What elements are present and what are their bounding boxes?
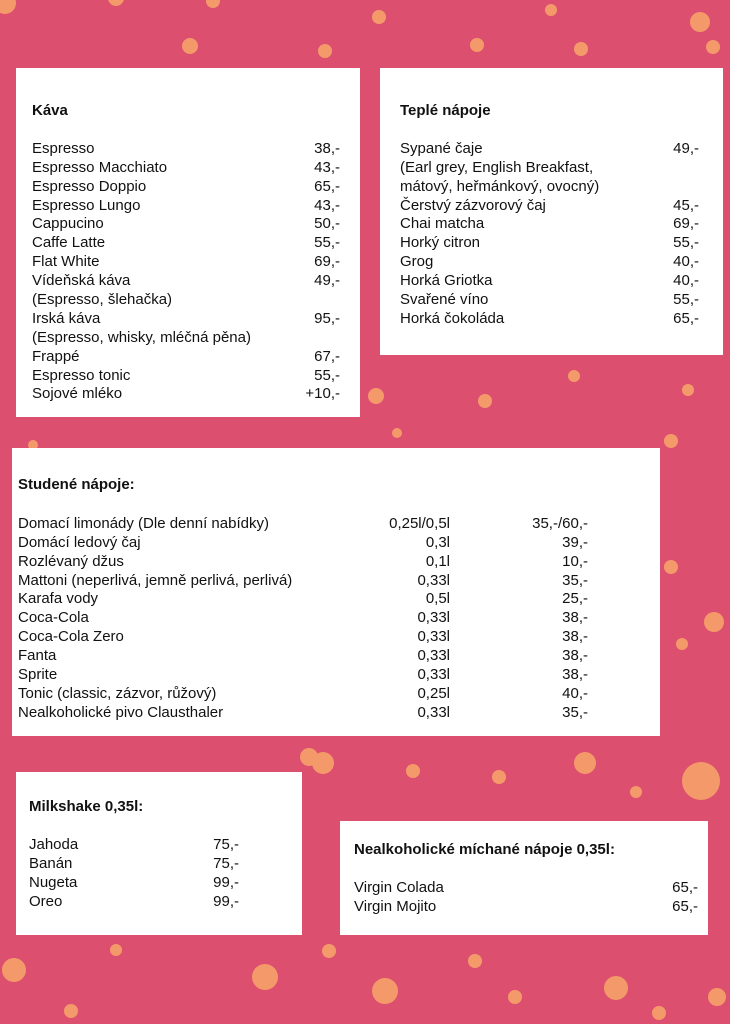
menu-item [18,628,660,647]
menu-item [32,215,360,234]
mocktail-item-list [354,879,708,917]
menu-item-name: Irská káva [32,309,101,327]
menu-item-name: Mattoni (neperlivá, jemně perlivá, perlivá) [18,571,293,589]
hot-drinks-section-title: Teplé nápoje [400,102,491,119]
menu-item [400,197,723,216]
menu-item-price: 75,- [213,854,239,872]
menu-item-price: 65,- [672,878,698,896]
menu-item-price: 38,- [562,609,588,627]
menu-item-price: 65,- [672,897,698,915]
menu-item-name: Espresso tonic [32,366,131,384]
menu-item-name: Sojové mléko [32,385,123,403]
menu-item-price: 69,- [314,253,340,271]
menu-item-price: 55,- [314,234,340,252]
menu-item-name: Sypané čaje [400,139,483,157]
menu-item-price: 38,- [314,139,340,157]
menu-item-name: Nealkoholické pivo Clausthaler [18,703,224,721]
menu-item-volume: 0,3l [425,533,450,551]
cold-drinks-menu-card [12,448,660,736]
menu-item-name: Čerstvý zázvorový čaj [400,196,546,214]
menu-item-price: 38,- [562,666,588,684]
menu-item-volume: 0,25l/0,5l [389,514,450,532]
menu-item [18,553,660,572]
coffee-section-title: Káva [32,102,68,119]
menu-item [400,253,723,272]
cold-drinks-section-title: Studené nápoje: [18,476,135,493]
menu-item-price: 67,- [314,347,340,365]
menu-item [32,253,360,272]
menu-item-note: (Espresso, šlehačka) [32,291,173,309]
menu-item-name: Espresso Lungo [32,196,141,214]
menu-item-price: 55,- [673,291,699,309]
menu-item-price: 95,- [314,309,340,327]
menu-item-price: 38,- [562,647,588,665]
menu-item-price: 25,- [562,590,588,608]
menu-item-price: 55,- [673,234,699,252]
menu-item-volume: 0,33l [417,571,450,589]
menu-item-price: 43,- [314,196,340,214]
milkshake-menu-card [16,772,302,935]
menu-item [32,367,360,386]
menu-item [32,234,360,253]
menu-item [32,159,360,178]
menu-item-name: Flat White [32,253,100,271]
menu-item [400,234,723,253]
menu-item [18,704,660,723]
menu-item-name: Fanta [18,647,57,665]
coffee-menu-card [16,68,360,417]
menu-item [32,272,360,291]
menu-item-price: +10,- [305,385,340,403]
menu-item-price: 49,- [314,272,340,290]
menu-item-volume: 0,1l [425,552,450,570]
menu-item-name: Rozlévaný džus [18,552,124,570]
menu-item-name: Sprite [18,666,58,684]
hot-drinks-menu-card [380,68,723,355]
menu-item-price: 38,- [562,628,588,646]
menu-item-volume: 0,33l [417,609,450,627]
menu-item-price: 43,- [314,158,340,176]
menu-item-name: Espresso [32,139,95,157]
menu-item-price: 35,-/60,- [532,514,588,532]
menu-item-name: Banán [29,854,73,872]
menu-item [18,647,660,666]
menu-item-note: (Espresso, whisky, mléčná pěna) [32,328,251,346]
menu-item-name: Coca-Cola Zero [18,628,124,646]
menu-item-price: 39,- [562,533,588,551]
menu-item-name: Caffe Latte [32,234,106,252]
menu-item-price: 40,- [562,684,588,702]
menu-item [32,178,360,197]
menu-item [400,291,723,310]
menu-item-price: 50,- [314,215,340,233]
menu-item-name: Tonic (classic, zázvor, růžový) [18,684,217,702]
menu-item-name: Svařené víno [400,291,489,309]
menu-item-name: Horká Griotka [400,272,493,290]
hot-drinks-item-list [400,140,723,329]
menu-item [18,590,660,609]
menu-item-price: 35,- [562,703,588,721]
menu-item-name: Cappucino [32,215,104,233]
menu-item-price: 65,- [673,309,699,327]
menu-item-price: 49,- [673,139,699,157]
menu-item [400,215,723,234]
menu-item-name: Vídeňská káva [32,272,131,290]
menu-item [18,666,660,685]
menu-item-price: 75,- [213,835,239,853]
menu-item [18,515,660,534]
menu-item-name: Coca-Cola [18,609,89,627]
menu-item [18,572,660,591]
menu-item [18,609,660,628]
menu-item [18,685,660,704]
menu-item [29,874,302,893]
milkshake-item-list [29,836,302,912]
mocktail-menu-card [340,821,708,935]
menu-item-price: 45,- [673,196,699,214]
menu-item [32,348,360,367]
menu-item-name: Domácí ledový čaj [18,533,141,551]
milkshake-section-title: Milkshake 0,35l: [29,798,144,815]
menu-item [32,385,360,404]
menu-item-volume: 0,33l [417,666,450,684]
menu-item [29,893,302,912]
menu-item-price: 99,- [213,873,239,891]
menu-item [32,310,360,329]
menu-item-volume: 0,33l [417,628,450,646]
menu-item-volume: 0,25l [417,684,450,702]
menu-item-name: Jahoda [29,835,79,853]
menu-item-price: 10,- [562,552,588,570]
menu-item-name: Grog [400,253,434,271]
menu-item-note: mátový, heřmánkový, ovocný) [400,177,600,195]
menu-item [354,898,708,917]
menu-item [32,140,360,159]
menu-item-name: Horký citron [400,234,481,252]
menu-item-name: Horká čokoláda [400,309,505,327]
menu-item-price: 99,- [213,892,239,910]
menu-item [400,272,723,291]
cold-drinks-item-list [18,515,660,723]
menu-item-volume: 0,33l [417,703,450,721]
menu-item-name: Espresso Doppio [32,177,147,195]
menu-item-price: 40,- [673,253,699,271]
menu-item-price: 69,- [673,215,699,233]
menu-item [400,140,723,159]
menu-item-name: Frappé [32,347,80,365]
coffee-item-list [32,140,360,404]
menu-item-name: Karafa vody [18,590,99,608]
menu-item-volume: 0,5l [425,590,450,608]
menu-item-name: Virgin Mojito [354,897,437,915]
menu-item [32,197,360,216]
menu-item-name: Espresso Macchiato [32,158,168,176]
menu-item-note: (Earl grey, English Breakfast, [400,158,594,176]
menu-item [18,534,660,553]
menu-item-volume: 0,33l [417,647,450,665]
menu-item-name: Domací limonády (Dle denní nabídky) [18,514,269,532]
mocktail-section-title: Nealkoholické míchané nápoje 0,35l: [354,841,615,858]
menu-item-name: Chai matcha [400,215,485,233]
menu-item-name: Nugeta [29,873,78,891]
menu-item-price: 35,- [562,571,588,589]
menu-item-price: 65,- [314,177,340,195]
menu-item [354,879,708,898]
menu-item-price: 55,- [314,366,340,384]
menu-item-price: 40,- [673,272,699,290]
menu-item-name: Oreo [29,892,63,910]
menu-item-name: Virgin Colada [354,878,444,896]
menu-item [29,855,302,874]
menu-item [29,836,302,855]
menu-item [400,310,723,329]
